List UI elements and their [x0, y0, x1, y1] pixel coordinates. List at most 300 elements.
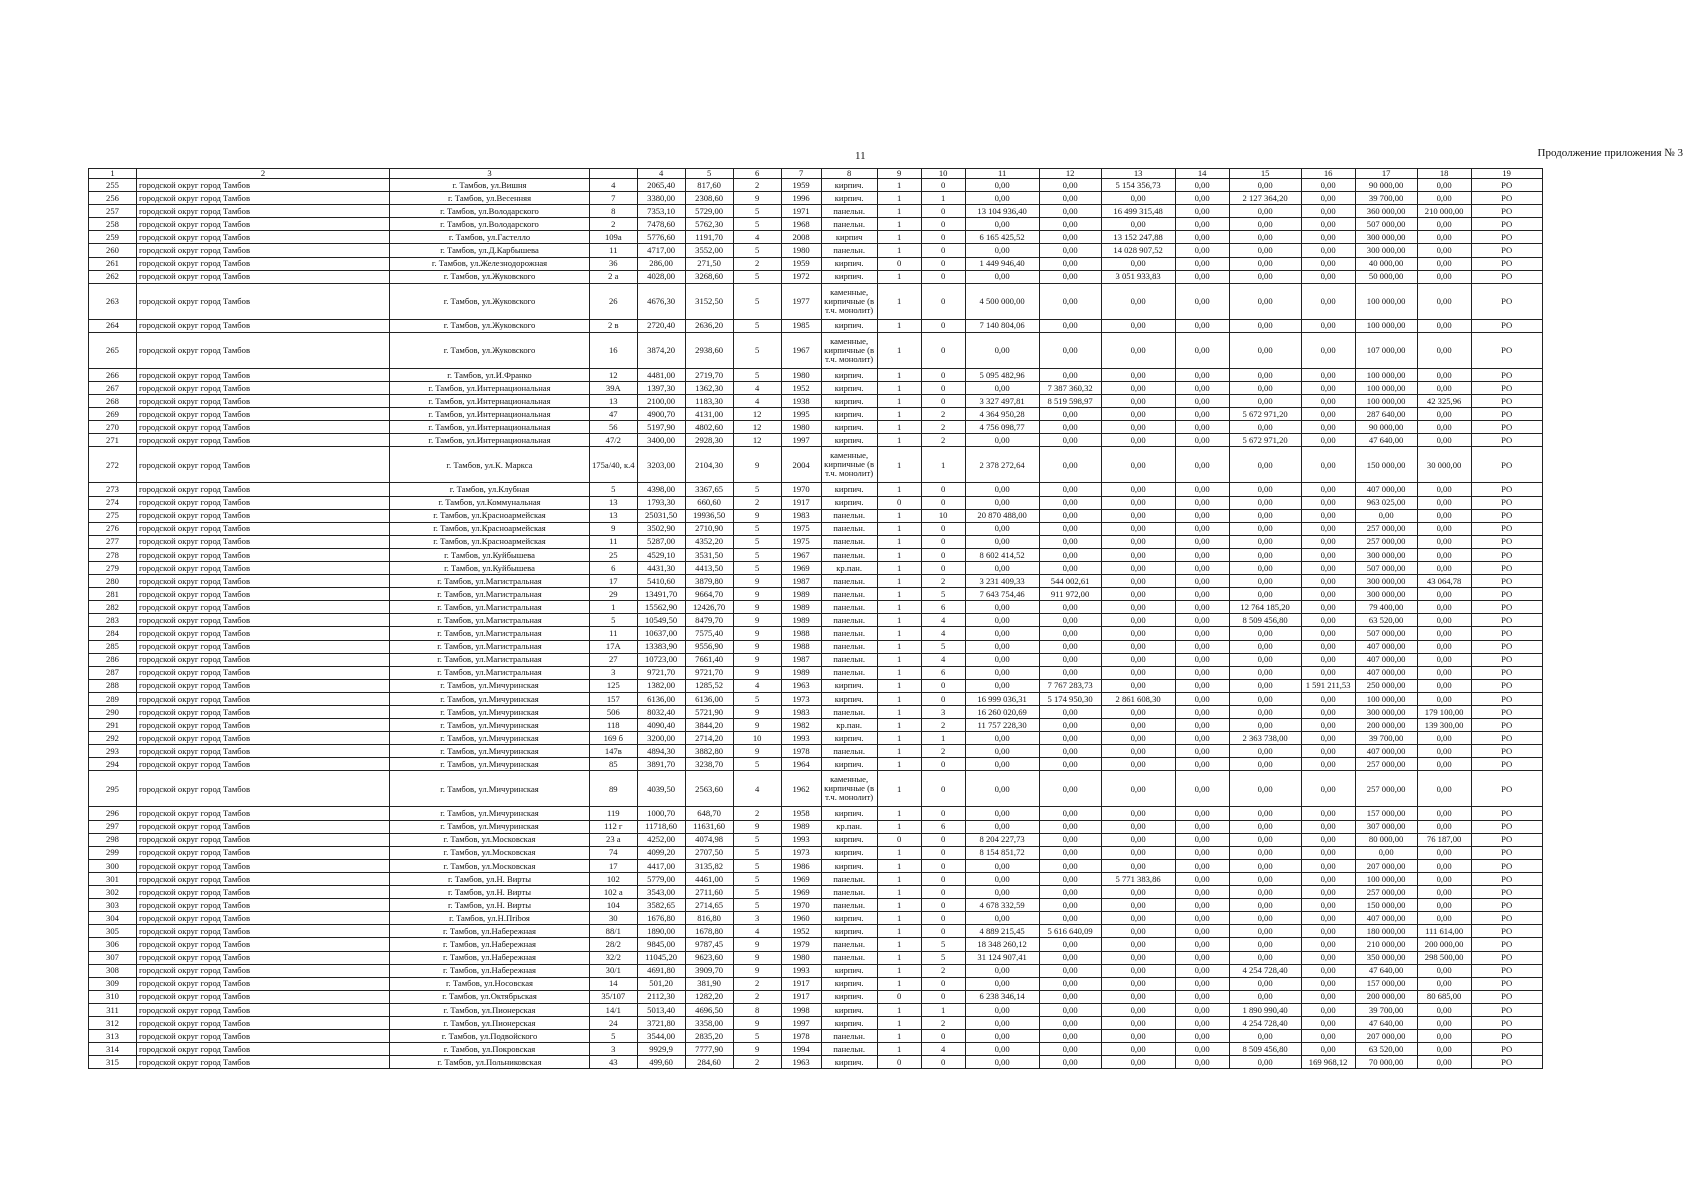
header-cell: 3 — [390, 169, 590, 179]
table-cell: 13 — [590, 496, 638, 509]
table-cell: РО — [1471, 912, 1542, 925]
table-cell: панельн. — [821, 899, 877, 912]
table-cell: 1959 — [781, 179, 821, 192]
table-cell: 0,00 — [1301, 231, 1355, 244]
table-cell: 817,60 — [685, 179, 733, 192]
table-cell: 279 — [89, 561, 137, 574]
table-cell: 9929,9 — [637, 1043, 685, 1056]
table-cell: 1 — [877, 1016, 921, 1029]
table-cell: 0,00 — [1101, 886, 1175, 899]
table-cell: 0,00 — [1039, 951, 1101, 964]
table-cell: 1282,20 — [685, 990, 733, 1003]
table-cell: 0,00 — [1229, 205, 1301, 218]
table-cell: 5 — [921, 640, 965, 653]
table-cell: городской округ город Тамбов — [137, 408, 390, 421]
table-cell: 1 — [877, 561, 921, 574]
table-cell: 0,00 — [1175, 872, 1229, 885]
table-cell: 1975 — [781, 522, 821, 535]
table-cell: 0,00 — [1101, 535, 1175, 548]
appendix-caption: Продолжение приложения № 3 — [1537, 147, 1683, 159]
table-cell: 4 756 098,77 — [965, 421, 1039, 434]
table-cell: 0,00 — [1101, 588, 1175, 601]
table-cell: 0,00 — [1417, 964, 1471, 977]
table-cell: 257 000,00 — [1355, 535, 1417, 548]
table-cell: 0,00 — [1301, 408, 1355, 421]
table-cell: 2 861 608,30 — [1101, 692, 1175, 705]
table-row — [89, 483, 1543, 496]
table-cell: 0,00 — [1301, 535, 1355, 548]
table-cell: 0,00 — [1301, 899, 1355, 912]
table-cell: 0,00 — [1229, 899, 1301, 912]
table-cell: г. Тамбов, ул.Покровская — [390, 1043, 590, 1056]
table-cell: 1 — [877, 535, 921, 548]
table-cell: 1 — [921, 447, 965, 483]
table-cell: 30 000,00 — [1417, 447, 1471, 483]
table-cell: 0,00 — [965, 614, 1039, 627]
table-cell: 0,00 — [1417, 319, 1471, 332]
table-cell: 0,00 — [1039, 421, 1101, 434]
table-cell: 9787,45 — [685, 938, 733, 951]
table-cell: 0,00 — [1175, 561, 1229, 574]
table-cell: 13 — [590, 395, 638, 408]
table-cell: 10637,00 — [637, 627, 685, 640]
table-cell: 5 — [733, 561, 781, 574]
table-cell: РО — [1471, 588, 1542, 601]
table-cell: городской округ город Тамбов — [137, 231, 390, 244]
table-cell: 1998 — [781, 1003, 821, 1016]
table-cell: городской округ город Тамбов — [137, 381, 390, 394]
table-cell: 0,00 — [1175, 421, 1229, 434]
table-cell: 0,00 — [1417, 231, 1471, 244]
table-cell: 35/107 — [590, 990, 638, 1003]
table-cell: 10549,50 — [637, 614, 685, 627]
table-cell: 1952 — [781, 381, 821, 394]
table-cell: панельн. — [821, 640, 877, 653]
table-cell: 0,00 — [1301, 179, 1355, 192]
table-cell: 0,00 — [1101, 745, 1175, 758]
table-cell: 1973 — [781, 692, 821, 705]
table-cell: РО — [1471, 283, 1542, 319]
table-cell: 13383,90 — [637, 640, 685, 653]
table-cell: 9 — [733, 719, 781, 732]
table-cell: 275 — [89, 509, 137, 522]
table-cell: 13 — [590, 509, 638, 522]
table-cell: городской округ город Тамбов — [137, 496, 390, 509]
table-cell: городской округ город Тамбов — [137, 561, 390, 574]
table-cell: 12 — [733, 434, 781, 447]
table-cell: 0,00 — [1301, 332, 1355, 368]
table-row — [89, 653, 1543, 666]
header-cell: 15 — [1229, 169, 1301, 179]
table-cell: 0,00 — [1417, 1030, 1471, 1043]
table-cell: 1362,30 — [685, 381, 733, 394]
table-cell: 0,00 — [1417, 421, 1471, 434]
table-cell: 2 — [733, 179, 781, 192]
table-cell: 300 000,00 — [1355, 231, 1417, 244]
table-cell: 5197,90 — [637, 421, 685, 434]
table-cell: РО — [1471, 332, 1542, 368]
table-cell: панельн. — [821, 872, 877, 885]
table-cell: 0,00 — [1175, 408, 1229, 421]
table-cell: 1989 — [781, 666, 821, 679]
table-cell: 0,00 — [1417, 666, 1471, 679]
table-cell: 0,00 — [1229, 912, 1301, 925]
table-cell: 0,00 — [1417, 1003, 1471, 1016]
table-cell: 9 — [733, 1043, 781, 1056]
table-cell: 47 640,00 — [1355, 964, 1417, 977]
table-cell: 17 — [590, 859, 638, 872]
table-cell: 0,00 — [1229, 332, 1301, 368]
table-cell: г. Тамбов, ул.Набережная — [390, 964, 590, 977]
table-cell: 102 — [590, 872, 638, 885]
table-cell: 286 — [89, 653, 137, 666]
table-cell: г. Тамбов, ул.Московская — [390, 859, 590, 872]
table-cell: 1 — [877, 270, 921, 283]
table-cell: 1970 — [781, 483, 821, 496]
table-cell: 11631,60 — [685, 820, 733, 833]
table-cell: 8479,70 — [685, 614, 733, 627]
table-cell: городской округ город Тамбов — [137, 548, 390, 561]
table-cell: 5 — [733, 205, 781, 218]
header-cell: 8 — [821, 169, 877, 179]
header-cell: 4 — [637, 169, 685, 179]
table-cell: 0,00 — [1175, 1016, 1229, 1029]
table-cell: 0,00 — [1229, 846, 1301, 859]
table-cell: 112 г — [590, 820, 638, 833]
table-cell: 31 124 907,41 — [965, 951, 1039, 964]
table-cell: 4431,30 — [637, 561, 685, 574]
table-cell: 1996 — [781, 192, 821, 205]
table-cell: 3238,70 — [685, 758, 733, 771]
table-cell: 0,00 — [1039, 640, 1101, 653]
table-cell: 1 — [877, 732, 921, 745]
table-cell: городской округ город Тамбов — [137, 807, 390, 820]
table-cell: 0,00 — [1101, 820, 1175, 833]
table-cell: 0,00 — [965, 745, 1039, 758]
table-cell: 1 — [877, 231, 921, 244]
table-cell: 0,00 — [1039, 886, 1101, 899]
table-cell: 1980 — [781, 368, 821, 381]
table-cell: 4039,50 — [637, 771, 685, 807]
table-cell: 0,00 — [965, 732, 1039, 745]
table-cell: 0,00 — [1355, 509, 1417, 522]
table-cell: 6 — [921, 601, 965, 614]
table-cell: 0,00 — [1301, 509, 1355, 522]
table-cell: 257 000,00 — [1355, 886, 1417, 899]
table-cell: 1 — [877, 575, 921, 588]
table-cell: 407 000,00 — [1355, 640, 1417, 653]
table-cell: 88/1 — [590, 925, 638, 938]
table-cell: 3721,80 — [637, 1016, 685, 1029]
table-cell: 257 000,00 — [1355, 771, 1417, 807]
table-cell: 507 000,00 — [1355, 627, 1417, 640]
table-cell: 258 — [89, 218, 137, 231]
table-cell: каменные, кирпичные (в т.ч. монолит) — [821, 332, 877, 368]
table-cell: 5 — [733, 244, 781, 257]
table-cell: 3268,60 — [685, 270, 733, 283]
table-cell: 0,00 — [1175, 434, 1229, 447]
table-cell: 0,00 — [1101, 1056, 1175, 1069]
table-cell: РО — [1471, 1003, 1542, 1016]
table-cell: 5 — [733, 758, 781, 771]
table-cell: панельн. — [821, 938, 877, 951]
table-cell: 271,50 — [685, 257, 733, 270]
table-cell: 0,00 — [1301, 270, 1355, 283]
table-cell: городской округ город Тамбов — [137, 179, 390, 192]
table-cell: 0,00 — [1229, 758, 1301, 771]
table-cell: городской округ город Тамбов — [137, 192, 390, 205]
table-cell: 0,00 — [1175, 653, 1229, 666]
table-cell: 5 — [921, 938, 965, 951]
table-cell: 282 — [89, 601, 137, 614]
table-cell: 0,00 — [1039, 1056, 1101, 1069]
table-cell: 2 — [733, 807, 781, 820]
table-cell: РО — [1471, 368, 1542, 381]
table-cell: 289 — [89, 692, 137, 705]
table-cell: 2636,20 — [685, 319, 733, 332]
table-cell: г. Тамбов, ул.Набережная — [390, 951, 590, 964]
table-cell: 1 — [877, 899, 921, 912]
table-cell: РО — [1471, 231, 1542, 244]
table-cell: 0,00 — [965, 977, 1039, 990]
table-cell: 3 — [590, 666, 638, 679]
table-cell: панельн. — [821, 548, 877, 561]
register-table — [88, 168, 1543, 1069]
table-cell: 6 — [590, 561, 638, 574]
table-cell: городской округ город Тамбов — [137, 679, 390, 692]
table-cell: 290 — [89, 706, 137, 719]
table-cell: 0,00 — [1101, 319, 1175, 332]
table-cell: 0,00 — [1039, 977, 1101, 990]
table-cell: 5 672 971,20 — [1229, 408, 1301, 421]
table-cell: 4 — [733, 925, 781, 938]
table-cell: 0,00 — [965, 483, 1039, 496]
table-cell: 304 — [89, 912, 137, 925]
table-cell: 0 — [921, 244, 965, 257]
table-cell: 0,00 — [1175, 719, 1229, 732]
table-cell: 0,00 — [1417, 977, 1471, 990]
table-cell: 272 — [89, 447, 137, 483]
table-cell: 5 174 950,30 — [1039, 692, 1101, 705]
table-cell: 7478,60 — [637, 218, 685, 231]
table-cell: 1 — [877, 522, 921, 535]
table-cell: 0,00 — [1175, 679, 1229, 692]
table-cell: 0 — [921, 833, 965, 846]
table-cell: 5 — [733, 522, 781, 535]
table-cell: 5 — [733, 886, 781, 899]
table-cell: г. Тамбов, ул.Магистральная — [390, 640, 590, 653]
table-cell: 4717,00 — [637, 244, 685, 257]
table-cell: 1 — [877, 977, 921, 990]
table-cell: 0,00 — [1229, 179, 1301, 192]
table-cell: 3 — [733, 912, 781, 925]
table-cell: 1959 — [781, 257, 821, 270]
table-cell: 0,00 — [1175, 1003, 1229, 1016]
table-cell: 8032,40 — [637, 706, 685, 719]
table-cell: 19936,50 — [685, 509, 733, 522]
table-cell: 407 000,00 — [1355, 666, 1417, 679]
table-cell: 285 — [89, 640, 137, 653]
table-cell: 0,00 — [965, 653, 1039, 666]
table-cell: 0,00 — [1175, 535, 1229, 548]
table-cell: 26 — [590, 283, 638, 319]
table-cell: 293 — [89, 745, 137, 758]
table-cell: 0,00 — [1229, 496, 1301, 509]
table-row — [89, 964, 1543, 977]
table-cell: 0,00 — [1039, 745, 1101, 758]
table-cell: г. Тамбов, ул.Клубная — [390, 483, 590, 496]
table-cell: 150 000,00 — [1355, 447, 1417, 483]
table-cell: 0,00 — [1039, 872, 1101, 885]
table-cell: 0,00 — [1101, 938, 1175, 951]
table-cell: 0 — [921, 319, 965, 332]
table-cell: 300 — [89, 859, 137, 872]
table-cell: 2 363 738,00 — [1229, 732, 1301, 745]
table-cell: 109а — [590, 231, 638, 244]
table-cell: 8 509 456,80 — [1229, 1043, 1301, 1056]
table-cell: 5013,40 — [637, 1003, 685, 1016]
table-cell: 0,00 — [1101, 1030, 1175, 1043]
table-cell: городской округ город Тамбов — [137, 319, 390, 332]
table-cell: 5 — [733, 859, 781, 872]
table-cell: 0,00 — [1039, 706, 1101, 719]
table-cell: 2 в — [590, 319, 638, 332]
table-cell: 0,00 — [1301, 1030, 1355, 1043]
table-cell: 0,00 — [1039, 938, 1101, 951]
table-cell: 5 — [733, 1030, 781, 1043]
header-cell: 19 — [1471, 169, 1542, 179]
table-cell: 0,00 — [1301, 381, 1355, 394]
table-cell: 0,00 — [1229, 283, 1301, 319]
header-cell: 10 — [921, 169, 965, 179]
table-cell: 0,00 — [1175, 745, 1229, 758]
table-cell: 1 — [877, 859, 921, 872]
table-cell: РО — [1471, 846, 1542, 859]
table-cell: 314 — [89, 1043, 137, 1056]
table-cell: 1 — [877, 771, 921, 807]
table-cell: 14/1 — [590, 1003, 638, 1016]
table-cell: 3 — [590, 1043, 638, 1056]
table-cell: 0,00 — [1039, 666, 1101, 679]
table-cell: городской округ город Тамбов — [137, 627, 390, 640]
table-cell: 0,00 — [1301, 522, 1355, 535]
table-cell: 1917 — [781, 496, 821, 509]
table-cell: 9 — [733, 509, 781, 522]
table-cell: 2004 — [781, 447, 821, 483]
table-cell: РО — [1471, 872, 1542, 885]
table-cell: городской округ город Тамбов — [137, 332, 390, 368]
table-cell: 305 — [89, 925, 137, 938]
table-cell: 1980 — [781, 421, 821, 434]
table-cell: 0,00 — [1229, 951, 1301, 964]
table-cell: 0,00 — [1417, 192, 1471, 205]
table-cell: 0,00 — [1175, 820, 1229, 833]
table-cell: 2938,60 — [685, 332, 733, 368]
table-cell: 20 870 488,00 — [965, 509, 1039, 522]
table-cell: 5 — [733, 833, 781, 846]
table-cell: 13491,70 — [637, 588, 685, 601]
table-cell: 2 — [921, 421, 965, 434]
table-cell: г. Тамбов, ул.Володарского — [390, 205, 590, 218]
table-cell: г. Тамбов, ул.Н. Вирты — [390, 872, 590, 885]
table-cell: 150 000,00 — [1355, 899, 1417, 912]
table-cell: 0,00 — [1301, 257, 1355, 270]
table-cell: 0,00 — [965, 535, 1039, 548]
table-cell: 0,00 — [1417, 561, 1471, 574]
table-cell: 5287,00 — [637, 535, 685, 548]
table-cell: 0,00 — [1101, 706, 1175, 719]
table-cell: 4 — [733, 679, 781, 692]
table-cell: 1 — [877, 886, 921, 899]
table-cell: 0,00 — [1229, 522, 1301, 535]
table-cell: 1978 — [781, 745, 821, 758]
table-cell: 0,00 — [1301, 1016, 1355, 1029]
table-cell: городской округ город Тамбов — [137, 951, 390, 964]
table-cell: 0,00 — [1417, 627, 1471, 640]
table-cell: 4900,70 — [637, 408, 685, 421]
table-cell: кирпич. — [821, 496, 877, 509]
table-cell: 4 — [921, 627, 965, 640]
table-cell: 0,00 — [1417, 886, 1471, 899]
table-cell: РО — [1471, 692, 1542, 705]
table-cell: РО — [1471, 408, 1542, 421]
table-cell: 0,00 — [1229, 886, 1301, 899]
table-cell: 0,00 — [1301, 912, 1355, 925]
table-cell: 264 — [89, 319, 137, 332]
table-cell: 1986 — [781, 859, 821, 872]
table-cell: 42 325,96 — [1417, 395, 1471, 408]
header-cell: 16 — [1301, 169, 1355, 179]
table-cell: городской округ город Тамбов — [137, 434, 390, 447]
table-cell: 36 — [590, 257, 638, 270]
table-cell: 507 000,00 — [1355, 218, 1417, 231]
table-row — [89, 283, 1543, 319]
table-cell: 0,00 — [1039, 614, 1101, 627]
table-cell: кирпич. — [821, 408, 877, 421]
table-cell: 0,00 — [965, 758, 1039, 771]
table-cell: 4028,00 — [637, 270, 685, 283]
table-cell: 0,00 — [1301, 925, 1355, 938]
table-cell: РО — [1471, 395, 1542, 408]
table-row — [89, 192, 1543, 205]
table-cell: г. Тамбов, ул.Гастелло — [390, 231, 590, 244]
table-cell: 1890,00 — [637, 925, 685, 938]
table-cell: городской округ город Тамбов — [137, 588, 390, 601]
table-cell: 0,00 — [1039, 179, 1101, 192]
table-cell: 39 700,00 — [1355, 732, 1417, 745]
table-cell: городской округ город Тамбов — [137, 244, 390, 257]
table-cell: 0,00 — [965, 807, 1039, 820]
table-cell: 9 — [733, 951, 781, 964]
table-cell: городской округ город Тамбов — [137, 640, 390, 653]
table-cell: 0,00 — [1039, 368, 1101, 381]
table-cell: панельн. — [821, 1030, 877, 1043]
table-cell: кирпич. — [821, 395, 877, 408]
table-cell: 0,00 — [1417, 509, 1471, 522]
table-cell: 0,00 — [1417, 244, 1471, 257]
table-cell: 0,00 — [1301, 859, 1355, 872]
table-cell: 0,00 — [1229, 653, 1301, 666]
table-cell: 268 — [89, 395, 137, 408]
table-cell: 0,00 — [1101, 408, 1175, 421]
table-cell: РО — [1471, 205, 1542, 218]
table-cell: 0,00 — [1175, 692, 1229, 705]
table-cell: 16 999 036,31 — [965, 692, 1039, 705]
table-cell: 0,00 — [1229, 535, 1301, 548]
table-cell: кирпич. — [821, 1056, 877, 1069]
table-cell: кр.пан. — [821, 820, 877, 833]
table-cell: 0,00 — [1101, 368, 1175, 381]
